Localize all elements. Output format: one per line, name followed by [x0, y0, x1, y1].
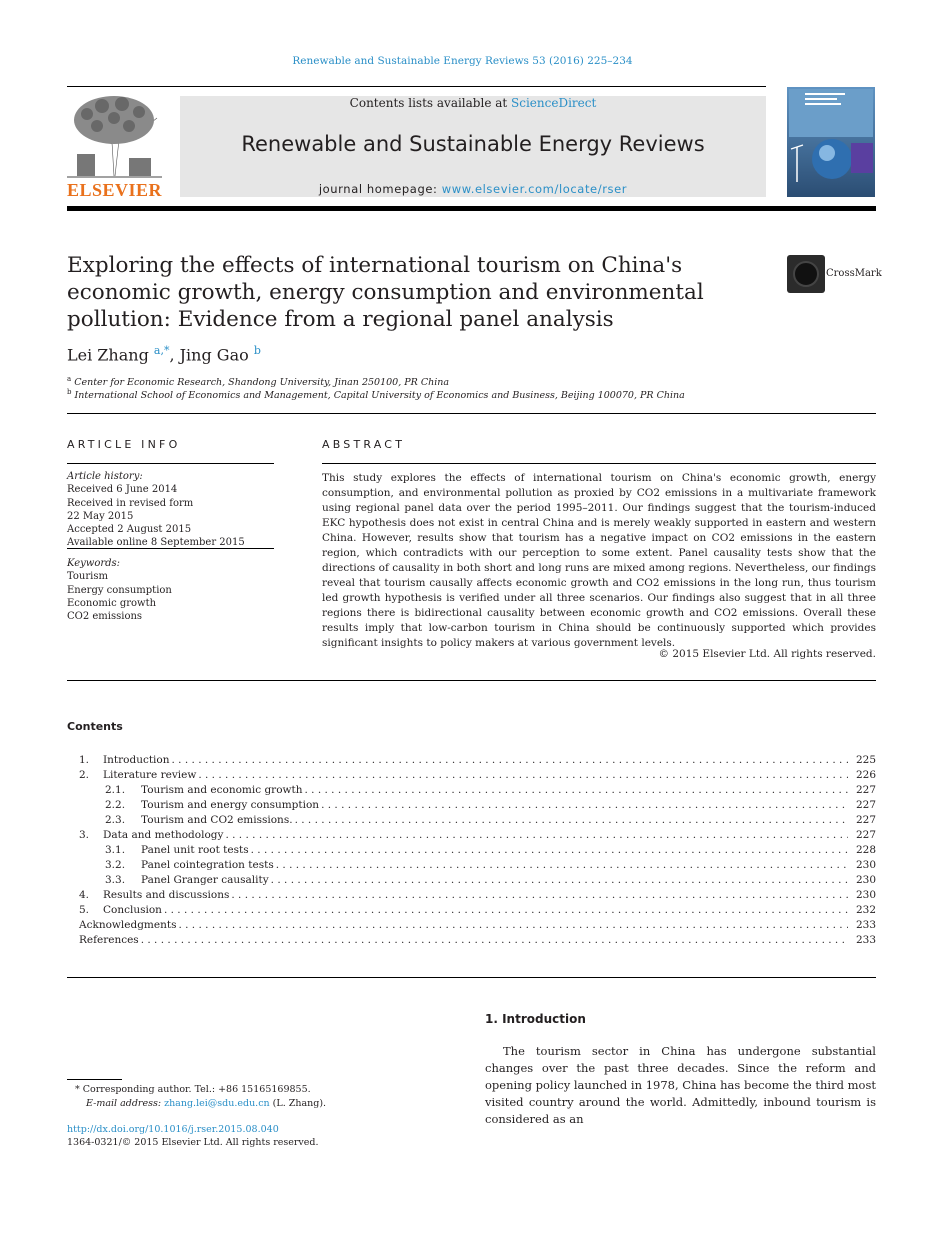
history-label: Article history: [67, 471, 143, 482]
email-note [86, 1097, 326, 1111]
keywords-label: Keywords: [67, 558, 121, 569]
article-info-heading: ARTICLE INFO [67, 438, 181, 451]
email-link[interactable]: zhang.lei@sdu.edu.cn [164, 1098, 270, 1109]
toc-entry[interactable] [79, 873, 876, 888]
journal-title: Renewable and Sustainable Energy Reviews [241, 132, 705, 156]
journal-citation[interactable]: Renewable and Sustainable Energy Reviews 53 (2016) 225–234 [292, 55, 633, 67]
toc-number: 5. [79, 904, 90, 916]
toc-number: 2.2. [105, 799, 126, 811]
introduction-text: The tourism sector in China has undergone substantial changes over the past three decades. Since the reform and opening policy launched in 1978, China has become the third most visited country around the world. Admittedly, inbound tourism is considered as an [485, 1044, 876, 1126]
toc-leader-dots [271, 873, 848, 888]
keywords-block [67, 557, 274, 623]
toc-page: 233 [855, 919, 876, 931]
abstract-rule [322, 463, 876, 464]
toc-title[interactable]: Tourism and energy consumption [141, 799, 320, 811]
history-entry: Accepted 2 August 2015 [67, 524, 192, 536]
toc-leader-dots [164, 903, 848, 918]
abstract-bottom-rule [67, 680, 876, 681]
toc-entry[interactable] [79, 828, 876, 843]
history-rule [67, 548, 274, 549]
sciencedirect-link[interactable]: ScienceDirect [511, 96, 597, 110]
toc-leader-dots [276, 858, 848, 873]
toc-entry[interactable] [79, 918, 876, 933]
toc-page: 227 [855, 784, 876, 796]
toc-number: 4. [79, 889, 90, 901]
toc-leader-dots [321, 798, 848, 813]
toc-entry[interactable] [79, 933, 876, 948]
toc-number: 2.3. [105, 814, 126, 826]
toc-leader-dots [304, 783, 848, 798]
toc-number: 3. [79, 829, 90, 841]
toc-leader-dots [225, 828, 848, 843]
toc-page: 226 [855, 769, 876, 781]
history-entry: 22 May 2015 [67, 510, 134, 522]
toc-entry[interactable] [79, 858, 876, 873]
toc-entry[interactable] [79, 903, 876, 918]
footnote-rule [67, 1079, 122, 1080]
author-marks[interactable]: b [253, 344, 261, 357]
toc-number: 3.1. [105, 844, 126, 856]
toc-page: 227 [855, 814, 876, 826]
toc-leader-dots [141, 933, 848, 948]
masthead-bottom-rule [67, 206, 876, 211]
toc-title[interactable]: Literature review [103, 769, 197, 781]
affiliation [67, 375, 449, 388]
keyword: Economic growth [67, 597, 157, 609]
toc-title[interactable]: Results and discussions [103, 889, 230, 901]
corresponding-author-note: * Corresponding author. Tel.: +86 15165169855. [75, 1084, 311, 1095]
title-block-rule [67, 413, 876, 414]
affiliation-text: International School of Economics and Management, Capital University of Economics and Business, Beijing 100070, PR China [74, 390, 685, 402]
author-name[interactable]: Lei Zhang [67, 345, 149, 365]
toc-entry[interactable] [79, 813, 876, 828]
toc-leader-dots [295, 813, 848, 828]
homepage-prefix: journal homepage: [318, 182, 442, 196]
toc-number: 3.3. [105, 874, 126, 886]
author-marks[interactable]: a,* [153, 344, 170, 357]
issn-line: 1364-0321/© 2015 Elsevier Ltd. All rights reserved. [67, 1137, 319, 1148]
toc-entry[interactable] [79, 843, 876, 858]
toc-page: 227 [855, 829, 876, 841]
toc-page: 233 [855, 934, 876, 946]
masthead-top-rule [67, 86, 766, 87]
journal-cover-image[interactable] [787, 87, 875, 197]
crossmark-label[interactable]: CrossMark [826, 268, 882, 279]
toc-leader-dots [251, 843, 848, 858]
homepage-link[interactable]: www.elsevier.com/locate/rser [441, 182, 628, 196]
article-title: Exploring the effects of international tourism on China's economic growth, energy consumption and environmental pollution: Evidence from a regional panel analysis [67, 253, 704, 332]
toc-number: 2.1. [105, 784, 126, 796]
toc-title[interactable]: Panel cointegration tests [141, 859, 274, 871]
keyword: CO2 emissions [67, 611, 143, 623]
abstract-copyright: © 2015 Elsevier Ltd. All rights reserved. [658, 648, 876, 660]
contents-heading: Contents [67, 720, 123, 733]
toc-title[interactable]: Data and methodology [103, 829, 224, 841]
toc-page: 228 [855, 844, 876, 856]
email-suffix: (L. Zhang). [269, 1098, 327, 1109]
toc-page: 230 [855, 889, 876, 901]
toc-entry[interactable] [79, 798, 876, 813]
elsevier-wordmark: ELSEVIER [67, 180, 163, 200]
contents-prefix: Contents lists available at [349, 96, 512, 110]
contents-available-line [180, 96, 766, 110]
toc-page: 225 [855, 754, 876, 766]
history-entry: Received 6 June 2014 [67, 484, 178, 496]
toc-entry[interactable] [79, 753, 876, 768]
history-entry: Received in revised form [67, 497, 194, 509]
toc-leader-dots [172, 753, 849, 768]
abstract-heading: ABSTRACT [322, 438, 406, 451]
affiliation-mark: b [67, 388, 72, 396]
toc-title[interactable]: Tourism and CO2 emissions. [141, 814, 293, 826]
toc-page: 227 [855, 799, 876, 811]
toc-leader-dots [198, 768, 848, 783]
abstract-body: This study explores the effects of international tourism on China's economic growth, energy consumption, and environmental pollution as proxied by CO2 emissions in a multivariate framework using regional panel data over the period 1995–2011. Our findings suggest that the tourism-induced EKC hypothesis does not exist in central China and is merely weakly supported in eastern and western China. However, results show that tourism has a negative impact on CO2 emissions in the eastern region, which contradicts with our perception to some extent. Panel causality tests show that the directions of causality in both short and long runs are mixed among regions. Nevertheless, our findings reveal that tourism causally affects economic growth and CO2 emissions in the long run, thus tourism led growth hypothesis is verified under all three scenarios. Our findings also suggest that in all three regions there is bidirectional causality between economic growth and CO2 emissions. Overall these results imply that low-carbon tourism in China should be continuously supported which provides significant insights to policy makers at various government levels. [322, 472, 876, 649]
doi-link[interactable]: http://dx.doi.org/10.1016/j.rser.2015.08.040 [67, 1124, 279, 1135]
author-name[interactable]: Jing Gao [179, 345, 249, 365]
toc-leader-dots [231, 888, 848, 903]
toc-entry[interactable] [79, 888, 876, 903]
keyword: Tourism [67, 571, 108, 583]
toc-number: 2. [79, 769, 90, 781]
toc-title[interactable]: Acknowledgments [79, 919, 177, 931]
toc-title[interactable]: Conclusion [103, 904, 162, 916]
toc-title[interactable]: Panel Granger causality [141, 874, 269, 886]
toc-page: 232 [855, 904, 876, 916]
author-list [67, 344, 261, 364]
toc-number: 1. [79, 754, 90, 766]
toc-page: 230 [855, 874, 876, 886]
affiliation [67, 388, 685, 401]
toc-entry[interactable] [79, 783, 876, 798]
toc-title[interactable]: Panel unit root tests [141, 844, 249, 856]
article-history [67, 470, 274, 550]
introduction-heading: 1. Introduction [485, 1012, 586, 1026]
affiliation-text: Center for Economic Research, Shandong University, Jinan 250100, PR China [74, 377, 450, 389]
affiliation-mark: a [67, 375, 72, 383]
history-entry: Available online 8 September 2015 [67, 537, 245, 549]
toc-number: 3.2. [105, 859, 126, 871]
toc-entry[interactable] [79, 768, 876, 783]
author-separator: , [169, 345, 180, 365]
article-info-rule [67, 463, 274, 464]
toc-page: 230 [855, 859, 876, 871]
email-label: E-mail address: [86, 1098, 165, 1109]
toc-title[interactable]: Introduction [103, 754, 170, 766]
toc-title[interactable]: References [79, 934, 139, 946]
journal-homepage-line [180, 182, 766, 196]
contents-bottom-rule [67, 977, 876, 978]
toc-leader-dots [178, 918, 848, 933]
keyword: Energy consumption [67, 584, 172, 596]
toc-title[interactable]: Tourism and economic growth [141, 784, 303, 796]
